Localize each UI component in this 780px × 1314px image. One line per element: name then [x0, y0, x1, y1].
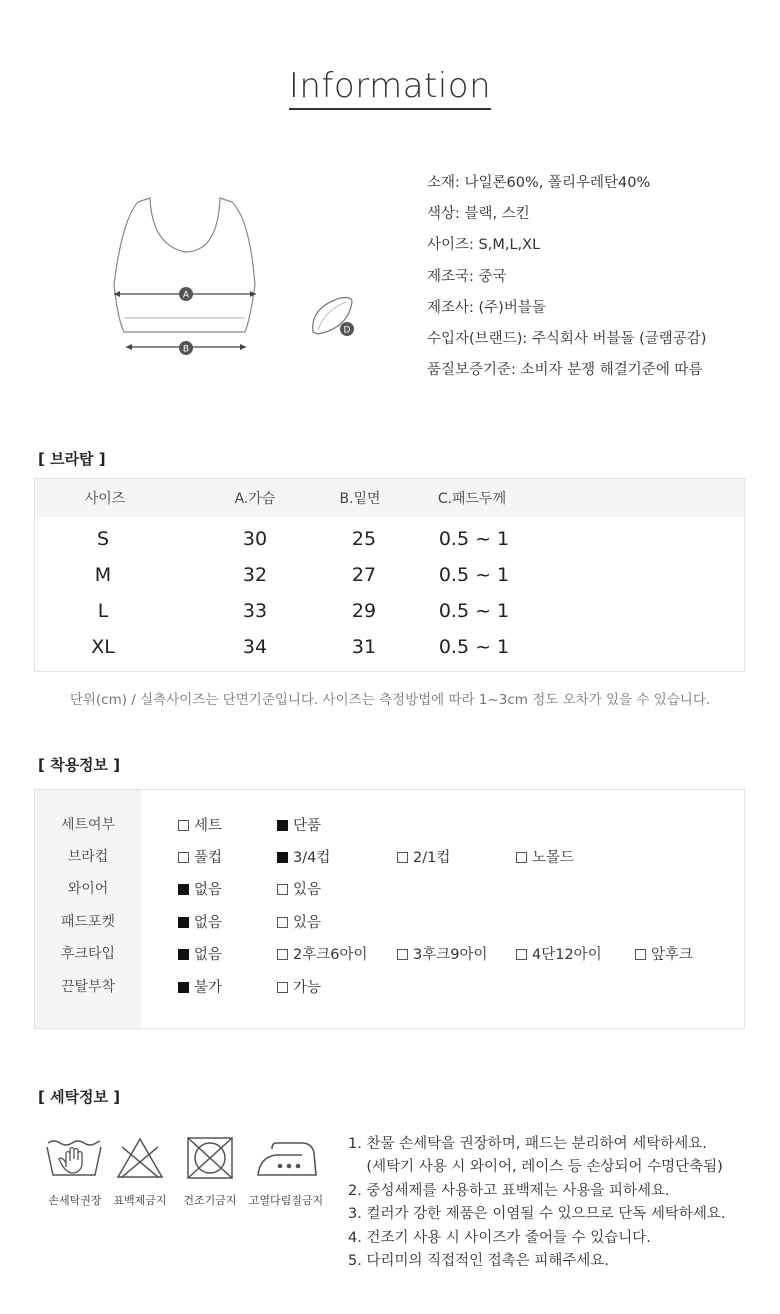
cell-pad: 0.5 ~ 1 — [438, 528, 510, 550]
fit-label-cup: 브라컵 — [67, 849, 109, 865]
cell-chest: 33 — [242, 600, 268, 622]
care-instructions — [348, 1134, 725, 1274]
list-item: 1. 찬물 손세탁을 권장하며, 패드는 분리하여 세탁하세요. — [348, 1136, 707, 1152]
checkbox-empty-icon — [178, 852, 189, 863]
option-label: 세트 — [194, 818, 223, 834]
checkbox-empty-icon — [178, 820, 189, 831]
option-strap-yes — [277, 976, 321, 997]
option-hook-none — [178, 943, 222, 964]
option-21-cup — [397, 846, 450, 867]
checkbox-filled-icon — [277, 852, 288, 863]
size-table — [34, 478, 745, 672]
list-item: 4. 건조기 사용 시 사이즈가 줄어들 수 있습니다. — [348, 1229, 651, 1246]
spec-material: 소재: 나일론60%, 폴리우레탄40% — [427, 175, 651, 191]
option-hook-3x9 — [397, 943, 487, 964]
checkbox-empty-icon — [397, 949, 408, 960]
diagram-label-b: B — [182, 344, 190, 355]
cell-pad: 0.5 ~ 1 — [438, 600, 510, 622]
cell-bottom: 25 — [351, 528, 377, 550]
fit-label-strap: 끈탈부착 — [60, 979, 116, 995]
option-label: 4단12아이 — [532, 947, 602, 963]
size-section-heading: [ 브라탑 ] — [38, 450, 106, 468]
cell-size: L — [97, 600, 109, 622]
spec-color: 색상: 블랙, 스킨 — [427, 206, 530, 223]
option-label: 있음 — [293, 882, 322, 898]
fit-section-heading: [ 착용정보 ] — [38, 756, 121, 774]
option-label: 풀컵 — [194, 850, 223, 866]
column-header-bottom: B.밑면 — [339, 491, 381, 507]
diagram-label-d: D — [343, 325, 351, 336]
cell-bottom: 29 — [351, 600, 377, 622]
fit-label-pad-pocket: 패드포켓 — [60, 914, 116, 930]
checkbox-empty-icon — [277, 949, 288, 960]
checkbox-empty-icon — [397, 852, 408, 863]
iron-icon — [254, 1135, 320, 1181]
spec-manufacturer: 제조사: (주)버블돌 — [427, 299, 546, 316]
bra-top-diagram — [100, 190, 370, 370]
option-label: 단품 — [293, 818, 322, 834]
option-full-cup — [178, 846, 222, 867]
option-hook-front — [635, 943, 693, 964]
care-label-no-dryer: 건조기금지 — [183, 1194, 237, 1207]
option-label: 앞후크 — [651, 947, 694, 963]
option-label: 불가 — [194, 980, 223, 996]
fit-label-hook: 후크타입 — [60, 946, 116, 962]
checkbox-empty-icon — [277, 884, 288, 895]
option-set — [178, 814, 222, 835]
option-34-cup — [277, 846, 330, 867]
checkbox-filled-icon — [178, 884, 189, 895]
option-label: 2/1컵 — [413, 850, 451, 866]
care-label-no-bleach: 표백제금지 — [113, 1194, 167, 1207]
page-title: Information — [0, 66, 780, 106]
checkbox-filled-icon — [178, 949, 189, 960]
option-strap-no — [178, 976, 222, 997]
care-section-heading: [ 세탁정보 ] — [38, 1088, 121, 1106]
option-pocket-yes — [277, 911, 321, 932]
hand-wash-icon — [44, 1135, 104, 1181]
size-note: 단위(cm) / 실측사이즈는 단면기준입니다. 사이즈는 측정방법에 따라 1~3cm 정도 오차가 있을 수 있습니다. — [69, 692, 711, 708]
option-single — [277, 814, 321, 835]
option-label: 없음 — [194, 915, 223, 931]
cell-bottom: 27 — [351, 564, 377, 586]
option-hook-2x6 — [277, 943, 367, 964]
option-label: 있음 — [293, 915, 322, 931]
checkbox-filled-icon — [178, 917, 189, 928]
checkbox-filled-icon — [178, 982, 189, 993]
option-label: 2후크6아이 — [293, 947, 368, 963]
option-no-mold — [516, 846, 574, 867]
diagram-label-a: A — [182, 290, 190, 301]
checkbox-empty-icon — [516, 852, 527, 863]
spec-country: 제조국: 중국 — [427, 268, 507, 285]
list-item: (세탁기 사용 시 와이어, 레이스 등 손상되어 수명단축됨) — [348, 1159, 723, 1176]
care-label-iron: 고열다림질금지 — [248, 1194, 324, 1207]
cell-chest: 30 — [242, 528, 268, 550]
fit-label-set: 세트여부 — [60, 817, 116, 833]
option-pocket-none — [178, 911, 222, 932]
cell-bottom: 31 — [351, 636, 377, 658]
column-header-pad: C.패드두께 — [437, 491, 507, 507]
option-wire-yes — [277, 878, 321, 899]
option-label: 없음 — [194, 882, 223, 898]
fit-info-table — [34, 789, 745, 1029]
column-header-chest: A.가슴 — [234, 491, 276, 507]
option-hook-4x12 — [516, 943, 602, 964]
option-label: 3/4컵 — [293, 850, 331, 866]
checkbox-empty-icon — [635, 949, 646, 960]
column-header-size: 사이즈 — [84, 491, 126, 507]
no-tumble-dry-icon — [183, 1135, 237, 1181]
cell-pad: 0.5 ~ 1 — [438, 636, 510, 658]
checkbox-empty-icon — [277, 982, 288, 993]
cell-size: XL — [91, 636, 115, 658]
care-label-hand-wash: 손세탁권장 — [48, 1194, 102, 1207]
list-item: 2. 중성세제를 사용하고 표백제는 사용을 피하세요. — [348, 1182, 670, 1199]
list-item: 5. 다리미의 직접적인 접촉은 피해주세요. — [348, 1252, 609, 1269]
list-item: 3. 컬러가 강한 제품은 이염될 수 있으므로 단독 세탁하세요. — [348, 1206, 726, 1223]
checkbox-empty-icon — [516, 949, 527, 960]
cell-chest: 32 — [242, 564, 268, 586]
option-wire-none — [178, 878, 222, 899]
checkbox-empty-icon — [277, 917, 288, 928]
product-specs — [427, 172, 706, 390]
checkbox-filled-icon — [277, 820, 288, 831]
size-table-header — [35, 479, 744, 517]
cell-pad: 0.5 ~ 1 — [438, 564, 510, 586]
cell-size: S — [96, 528, 110, 550]
spec-importer: 수입자(브랜드): 주식회사 버블돌 (글램공감) — [427, 330, 707, 347]
spec-warranty: 품질보증기준: 소비자 분쟁 해결기준에 따름 — [427, 362, 703, 379]
spec-size: 사이즈: S,M,L,XL — [427, 237, 541, 254]
option-label: 없음 — [194, 947, 223, 963]
option-label: 노몰드 — [532, 850, 575, 866]
option-label: 가능 — [293, 980, 322, 996]
cell-size: M — [94, 564, 112, 586]
cell-chest: 34 — [242, 636, 268, 658]
option-label: 3후크9아이 — [413, 947, 488, 963]
no-bleach-icon — [114, 1135, 166, 1181]
fit-label-wire: 와이어 — [67, 881, 109, 897]
